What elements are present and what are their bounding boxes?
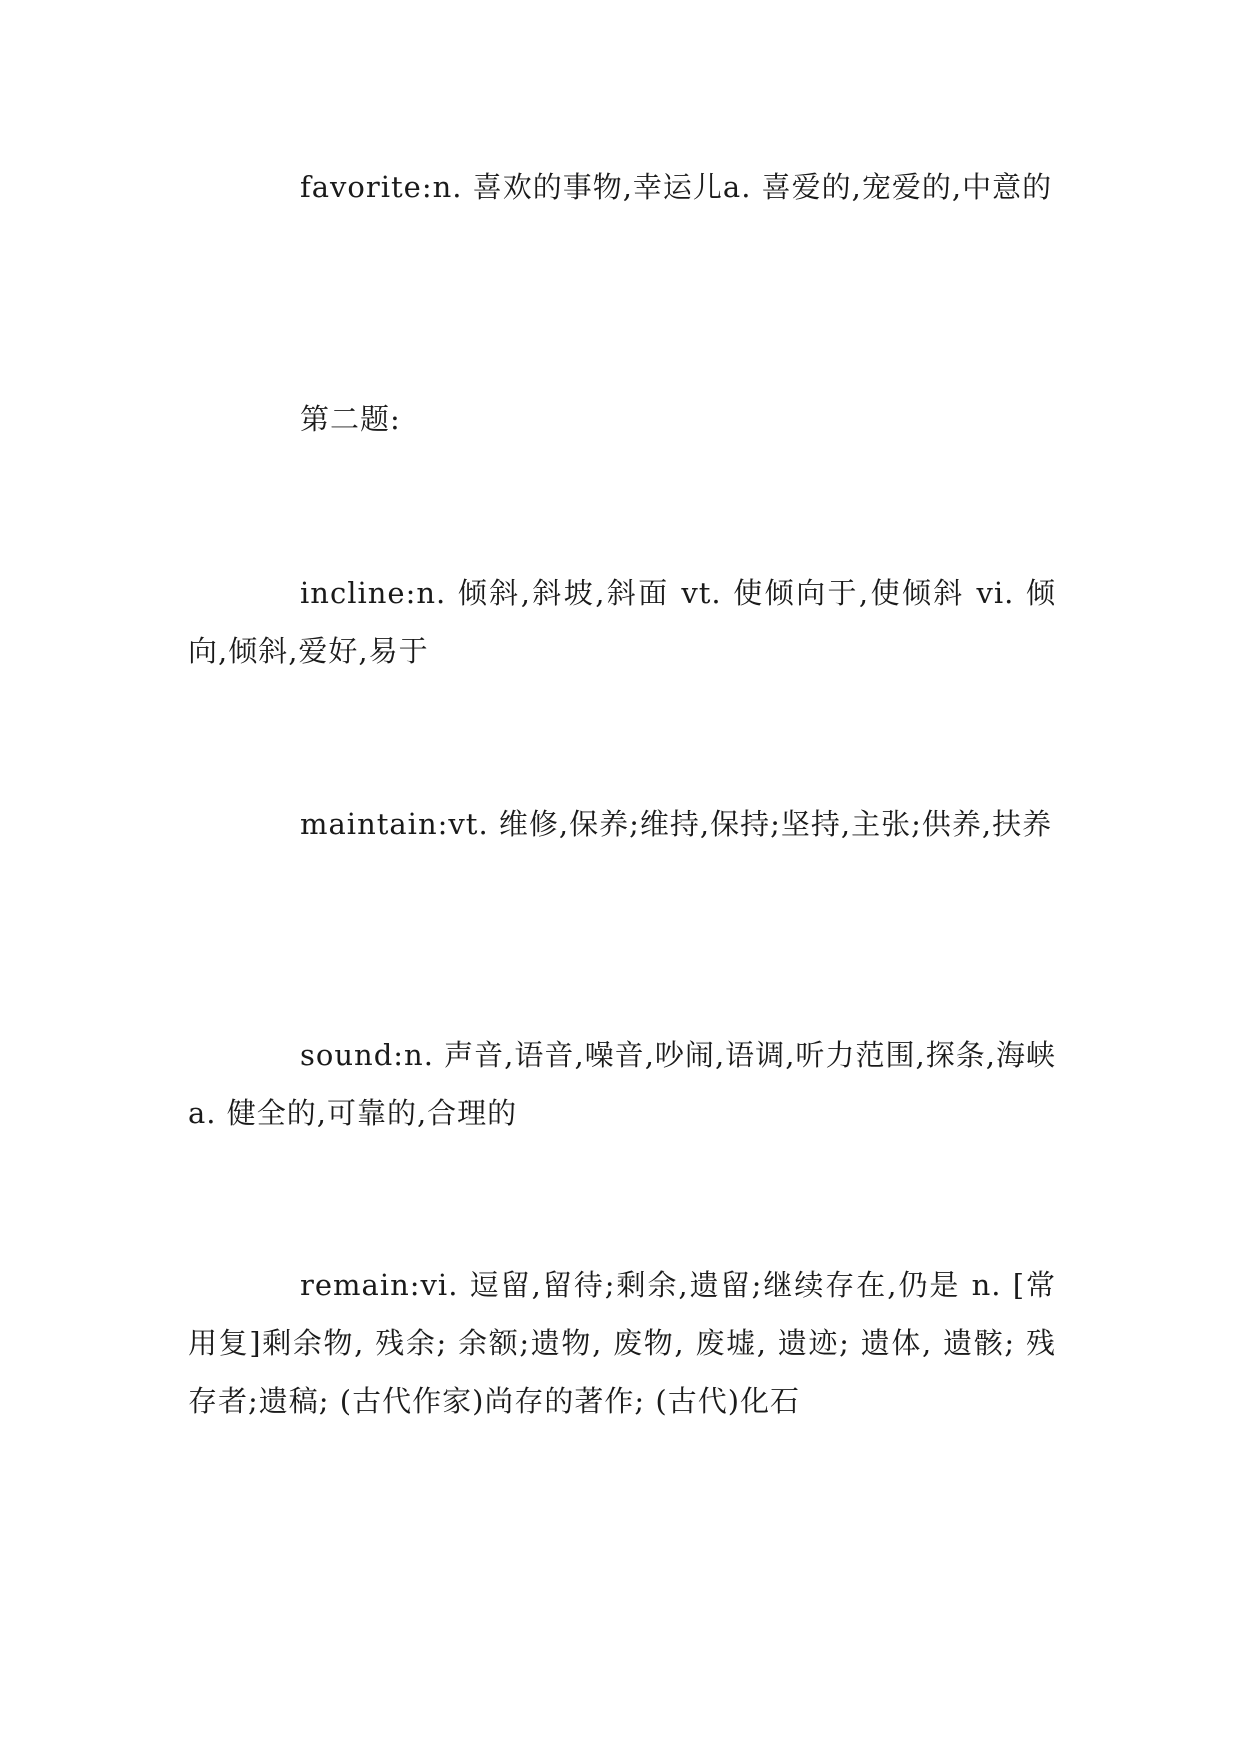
entry-incline: incline:n. 倾斜,斜坡,斜面 vt. 使倾向于,使倾斜 vi. 倾向,倾斜,爱好,易于: [188, 576, 1056, 668]
entry-remain: remain:vi. 逗留,留待;剩余,遗留;继续存在,仍是 n. [常用复]剩余物, 残余; 余额;遗物, 废物, 废墟, 遗迹; 遗体, 遗骸; 残存者;遗稿; (古代作家)尚存的著作; (古代)化石: [188, 1268, 1056, 1418]
section-heading-question-two: 第二题:: [300, 402, 401, 436]
entry-favorite: favorite:n. 喜欢的事物,幸运儿a. 喜爱的,宠爱的,中意的: [300, 170, 1053, 204]
entry-sound: sound:n. 声音,语音,噪音,吵闹,语调,听力范围,探条,海峡 a. 健全的,可靠的,合理的: [188, 1038, 1056, 1130]
entry-maintain: maintain:vt. 维修,保养;维持,保持;坚持,主张;供养,扶养: [300, 807, 1053, 841]
